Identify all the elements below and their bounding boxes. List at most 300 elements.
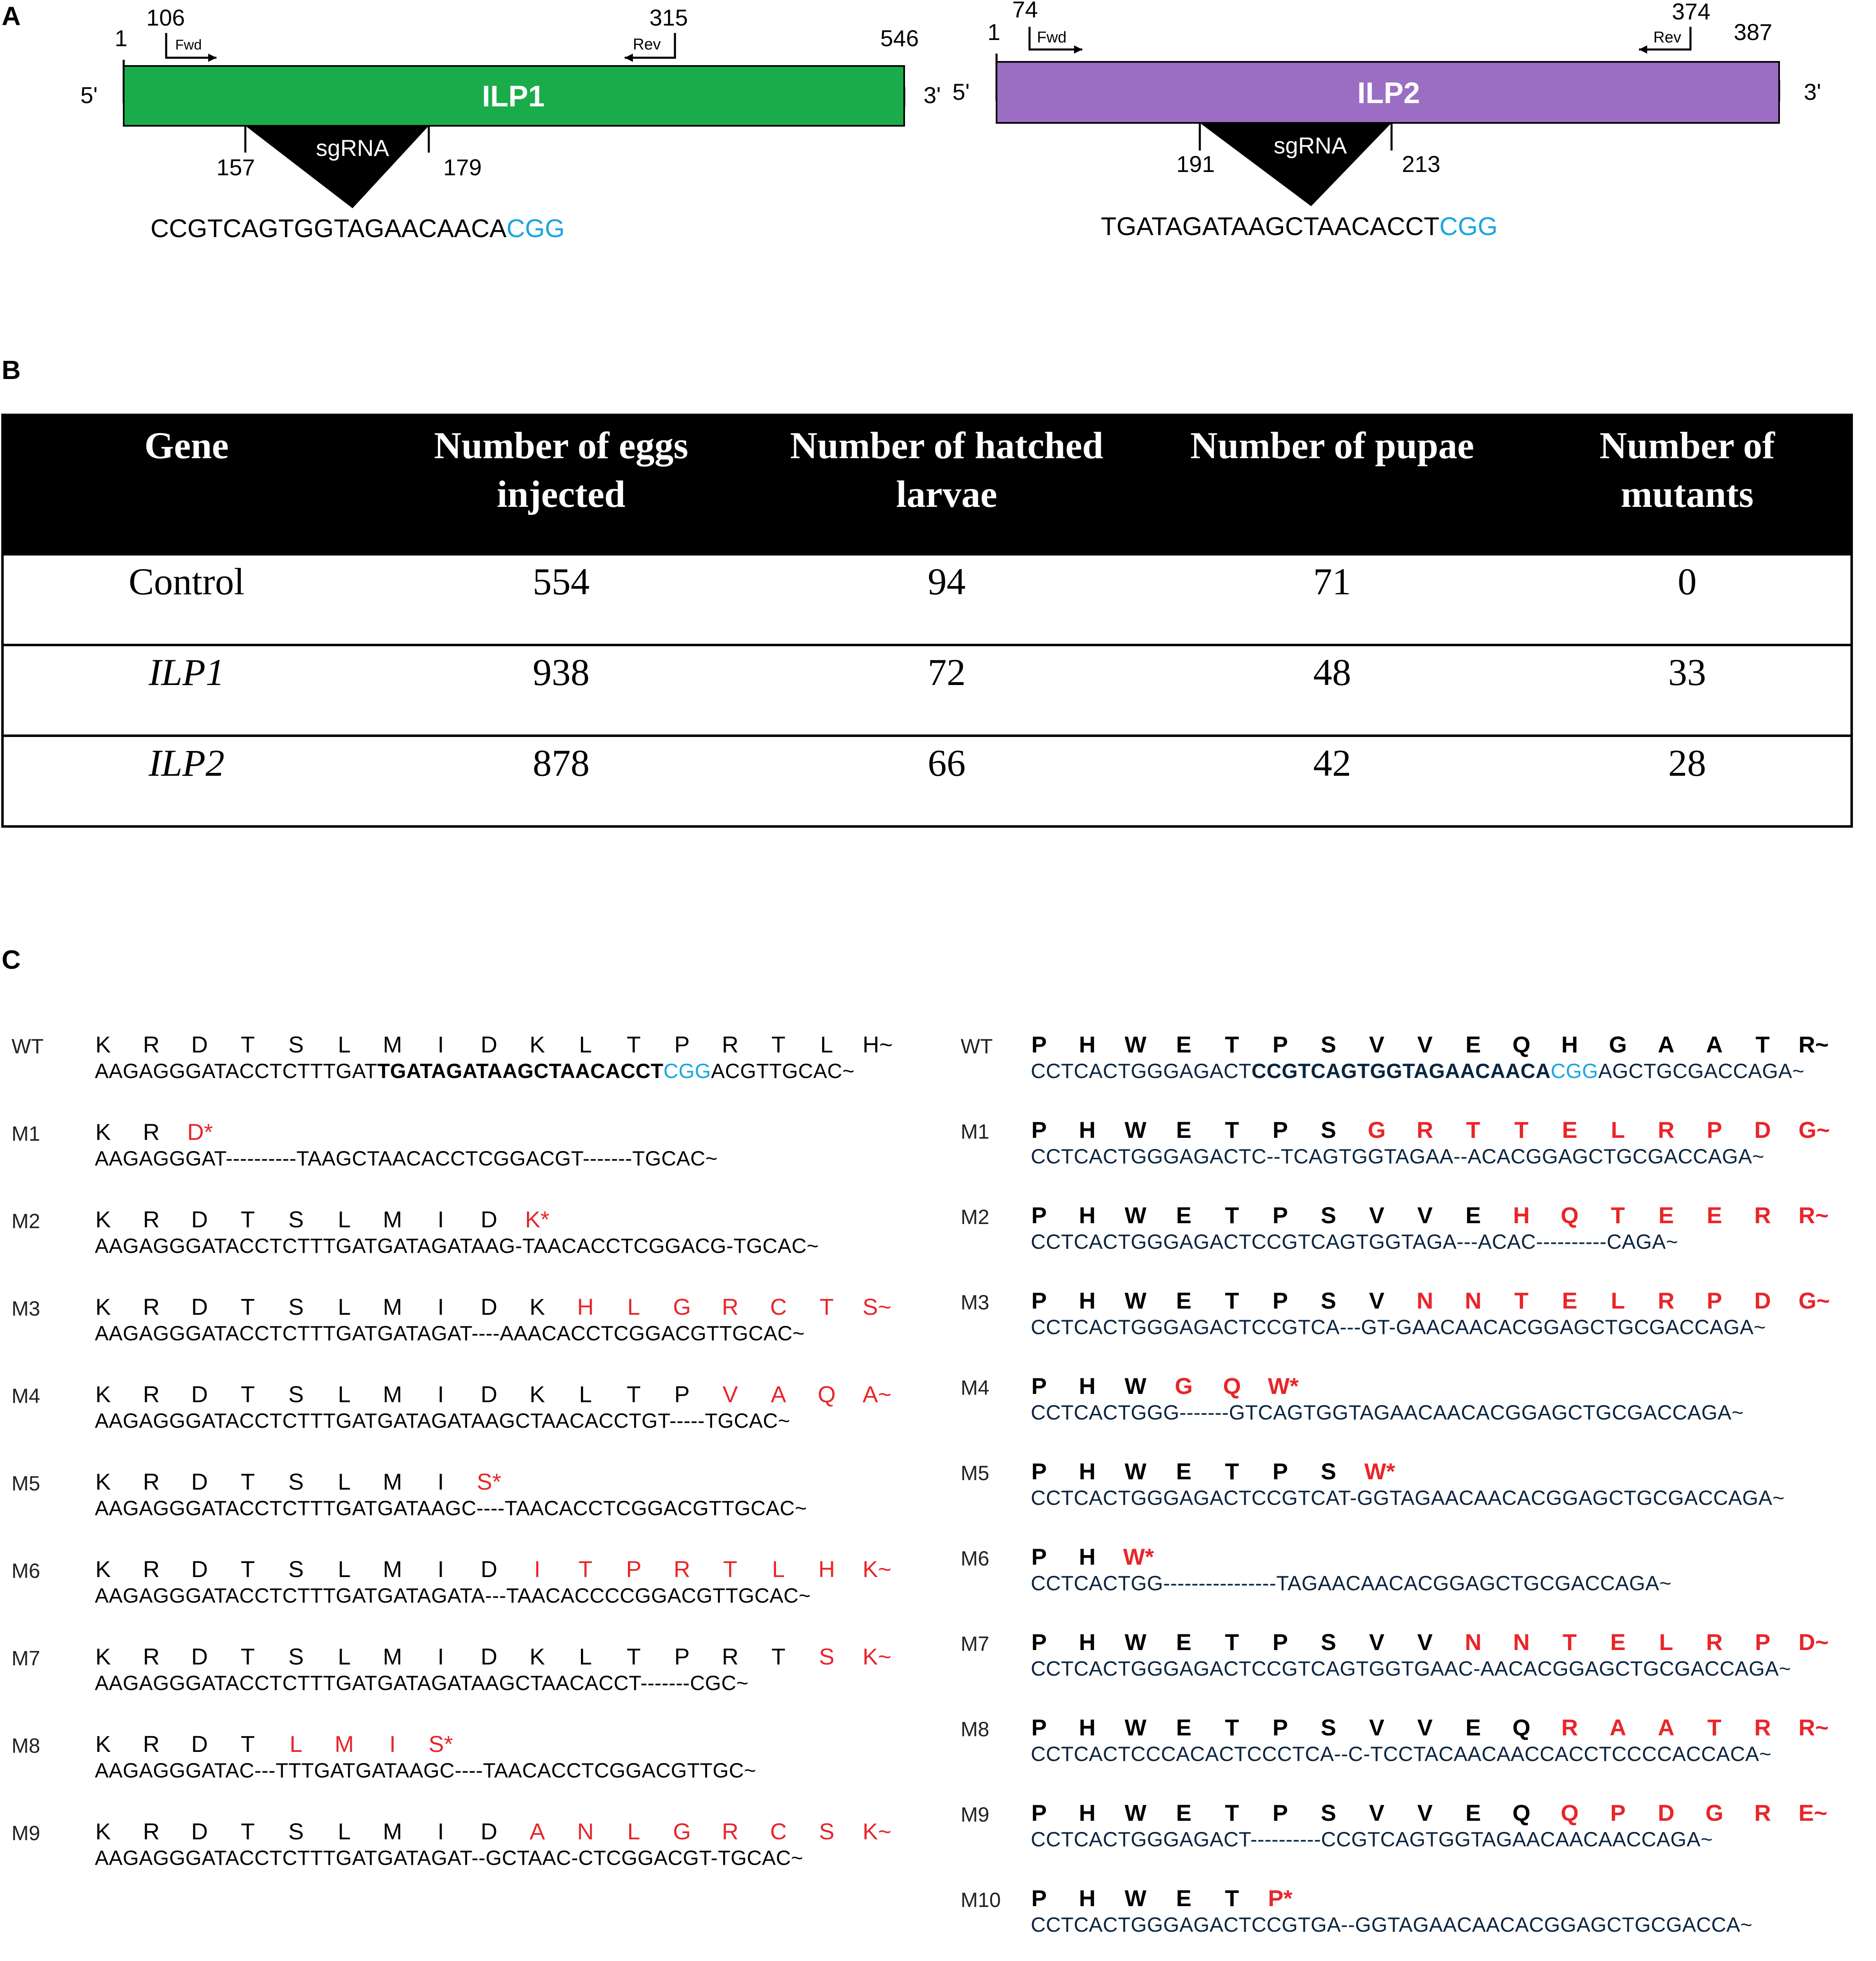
amino-acid: I [534,1556,541,1582]
dna-sequence: AAGAGGGATACCTCTTTGATGATAAGC----TAACACCTCGGACGTTGCAC~ [95,1497,807,1520]
amino-acid: D [191,1556,208,1582]
amino-acid: R [1657,1117,1675,1143]
dna-sequence: CCTCACTGGGAGACTCCGTCAT-GGTAGAACAACACGGAGCTGCGACCAGA~ [1031,1486,1785,1509]
ilp2-sgrna-label: sgRNA [1274,132,1347,158]
ilp1-seq-main: CCGTCAGTGGTAGAACAACA [150,214,507,243]
amino-acid: W [1124,1629,1147,1655]
amino-acid: T [578,1556,593,1582]
alignment-row-label: M8 [961,1718,990,1741]
table-cell: 878 [369,736,753,826]
amino-acid: T [1225,1031,1239,1057]
amino-acid: S [1321,1288,1336,1314]
ilp1-end: 546 [880,25,919,51]
amino-acid: W [1124,1117,1147,1143]
amino-acid: S [1321,1629,1336,1655]
table-cell: 938 [369,645,753,736]
amino-acid: R [143,1294,160,1320]
amino-acid: L [289,1731,303,1757]
table-cell-gene: ILP1 [2,645,369,736]
table-cell: 28 [1524,736,1852,826]
dna-sequence: AAGAGGGATACCTCTTTGATGATAGAT--GCTAAC-CTCGGACGT-TGCAC~ [95,1846,804,1869]
amino-acid: V [1369,1288,1385,1314]
amino-acid: L [579,1031,592,1057]
amino-acid: R [1657,1288,1675,1314]
amino-acid: P [1272,1288,1288,1314]
amino-acid: L [579,1643,592,1669]
ilp2-seq-pam: CGG [1439,212,1498,241]
amino-acid: N [1465,1288,1482,1314]
amino-acid: M [383,1818,402,1844]
amino-acid: D [480,1294,498,1320]
amino-acid: E [1176,1885,1192,1911]
amino-acid: R [143,1031,160,1057]
ilp1-sg-end: 179 [443,154,482,180]
amino-acid: L [579,1381,592,1407]
amino-acid: T [240,1818,255,1844]
table-header-gene: Gene [2,415,369,556]
amino-acid: D [191,1206,208,1232]
amino-acid: P [1031,1885,1047,1911]
amino-acid: T [1225,1885,1239,1911]
table-header-row [2,415,1852,556]
amino-acid: K* [525,1206,550,1232]
amino-acid: T [1466,1117,1481,1143]
amino-acid: I [437,1556,444,1582]
amino-acid: S [288,1469,304,1495]
amino-acid: P [1031,1458,1047,1484]
amino-acid: G [673,1818,691,1844]
amino-acid: K [529,1381,545,1407]
amino-acid: T [240,1294,255,1320]
amino-acid: H [577,1294,594,1320]
amino-acid: V [1369,1800,1385,1826]
amino-acid: V [722,1381,738,1407]
ilp2-sg-start: 191 [1176,151,1215,177]
alignment-row-label: M1 [12,1122,40,1145]
amino-acid-row [91,1031,957,1060]
amino-acid: W [1124,1373,1147,1399]
amino-acid: W [1124,1288,1147,1314]
amino-acid: P [1272,1800,1288,1826]
amino-acid: T [626,1381,641,1407]
amino-acid: L [627,1818,640,1844]
amino-acid: D [480,1643,498,1669]
amino-acid-row [1027,1116,1876,1145]
amino-acid: P [1272,1714,1288,1740]
dna-sequence: CCTCACTGGGAGACTC--TCAGTGGTAGAA--ACACGGAGCTGCGACCAGA~ [1031,1145,1765,1168]
amino-acid: V [1417,1714,1433,1740]
amino-acid: Q [1223,1373,1241,1399]
table-row [2,556,1852,645]
alignment-row-label: M6 [961,1547,990,1570]
panel-label-b: B [2,355,21,385]
amino-acid: V [1369,1629,1385,1655]
amino-acid: E [1176,1714,1192,1740]
amino-acid: C [770,1818,787,1844]
amino-acid: T [1225,1629,1239,1655]
amino-acid: K [95,1818,111,1844]
dna-sequence: AAGAGGGAT----------TAAGCTAACACCTCGGACGT-------TGCAC~ [95,1147,718,1170]
amino-acid: I [437,1381,444,1407]
amino-acid: W [1124,1458,1147,1484]
amino-acid: R~ [1798,1031,1829,1057]
amino-acid: Q [1512,1800,1530,1826]
amino-acid: T [1225,1458,1239,1484]
amino-acid: K [95,1469,111,1495]
amino-acid: D [191,1294,208,1320]
amino-acid: S [1321,1031,1336,1057]
alignment-row-label: M10 [961,1888,1001,1912]
amino-acid: T [1514,1288,1529,1314]
amino-acid: S~ [863,1294,892,1320]
amino-acid: R [143,1818,160,1844]
amino-acid-row [1027,1287,1876,1316]
table-cell-gene: ILP2 [2,736,369,826]
amino-acid: D [1754,1288,1771,1314]
amino-acid: P [674,1031,690,1057]
amino-acid: K~ [863,1556,892,1582]
amino-acid: D [191,1643,208,1669]
amino-acid: P [1031,1117,1047,1143]
panel-label-a: A [2,1,21,31]
amino-acid: P [1755,1629,1770,1655]
amino-acid: T [1225,1288,1239,1314]
amino-acid: C [770,1294,787,1320]
alignment-row-label: M9 [12,1822,40,1845]
ilp1-name: ILP1 [482,80,545,113]
amino-acid: E [1176,1288,1192,1314]
amino-acid-row [91,1381,957,1410]
amino-acid: T [1514,1117,1529,1143]
amino-acid: D [480,1206,498,1232]
dna-sequence: CCTCACTGGGAGACTCCGTCAGTGGTGAAC-AACACGGAGCTGCGACCAGA~ [1031,1657,1791,1680]
amino-acid: Q [818,1381,836,1407]
amino-acid: P [1031,1629,1047,1655]
amino-acid: M [334,1731,354,1757]
amino-acid: I [437,1206,444,1232]
amino-acid: A [1657,1714,1675,1740]
amino-acid: T [240,1643,255,1669]
amino-acid: D [191,1818,208,1844]
ilp2-gene-map [952,0,1821,241]
alignment-row-label: M1 [961,1120,990,1143]
amino-acid: G~ [1798,1288,1830,1314]
amino-acid: I [437,1469,444,1495]
amino-acid: T [240,1031,255,1057]
amino-acid: W [1124,1714,1147,1740]
amino-acid-row [1027,1885,1876,1914]
amino-acid: A [1657,1031,1675,1057]
ilp1-sg-start: 157 [216,154,255,180]
amino-acid: E [1658,1202,1674,1228]
amino-acid: W [1124,1202,1147,1228]
amino-acid: E [1465,1031,1481,1057]
ilp1-rev-label: Rev [633,36,661,53]
table-cell: 48 [1140,645,1524,736]
amino-acid: D [1754,1117,1771,1143]
amino-acid: H [1079,1117,1096,1143]
amino-acid: T [626,1031,641,1057]
amino-acid: R [1416,1117,1434,1143]
alignment-row-label: M7 [12,1647,40,1670]
ilp1-three-prime: 3' [924,82,941,108]
amino-acid: D [1657,1800,1675,1826]
amino-acid: E [1176,1031,1192,1057]
amino-acid: K~ [863,1818,892,1844]
amino-acid: E [1562,1117,1577,1143]
amino-acid: T [626,1643,641,1669]
amino-acid: M [383,1294,402,1320]
amino-acid: H [1079,1202,1096,1228]
amino-acid: K [95,1381,111,1407]
amino-acid: L [1659,1629,1674,1655]
amino-acid: P [1031,1031,1047,1057]
amino-acid-row [1027,1031,1876,1060]
amino-acid: D [191,1031,208,1057]
ilp1-alignment [0,1031,948,1897]
alignment-row-label: M2 [961,1205,990,1229]
dna-segment: CGG [663,1059,711,1083]
amino-acid-row [91,1818,957,1847]
amino-acid: K [95,1643,111,1669]
table-cell: 33 [1524,645,1852,736]
amino-acid: K [95,1556,111,1582]
amino-acid: W* [1268,1373,1299,1399]
amino-acid: R [1561,1714,1578,1740]
amino-acid: E [1562,1288,1577,1314]
table-header-larvae: Number of hatched larvae [753,415,1140,556]
amino-acid: A [1706,1031,1723,1057]
amino-acid: E [1465,1202,1481,1228]
ilp2-seq-main: TGATAGATAAGCTAACACCT [1101,212,1439,241]
amino-acid: M [383,1469,402,1495]
amino-acid: P* [1268,1885,1293,1911]
amino-acid-row [1027,1543,1876,1572]
amino-acid: A [529,1818,545,1844]
amino-acid: W [1124,1800,1147,1826]
ilp2-fwd-pos: 74 [1012,0,1038,22]
amino-acid: T [240,1469,255,1495]
alignment-row-label: M3 [12,1297,40,1320]
alignment-row-label: M6 [12,1559,40,1582]
amino-acid: P [1707,1288,1722,1314]
alignment-row-label: WT [12,1035,44,1058]
alignment-row-label: M2 [12,1210,40,1233]
amino-acid: G [1368,1117,1386,1143]
dna-sequence: AAGAGGGATACCTCTTTGATGATAGATAAGCTAACACCTGT-----TGCAC~ [95,1409,790,1432]
ilp1-gene-map [80,5,941,243]
amino-acid: P [1272,1117,1288,1143]
amino-acid-row [91,1118,957,1147]
amino-acid: K [95,1119,111,1145]
ilp2-alignment [948,1031,1876,1961]
amino-acid: L [338,1206,351,1232]
amino-acid: N [1416,1288,1434,1314]
dna-sequence: AAGAGGGATACCTCTTTGATGATAGATAAG-TAACACCTCGGACG-TGCAC~ [95,1234,819,1257]
ilp1-sgrna-label: sgRNA [316,135,389,161]
amino-acid: T [240,1381,255,1407]
amino-acid: T [1755,1031,1770,1057]
amino-acid: T [240,1206,255,1232]
dna-sequence: AAGAGGGATACCTCTTTGATGATAGATA---TAACACCCCGGACGTTGCAC~ [95,1584,811,1607]
amino-acid: H [1079,1800,1096,1826]
dna-sequence: AAGAGGGATACCTCTTTGATGATAGAT----AAACACCTCGGACGTTGCAC~ [95,1322,805,1345]
amino-acid: K [529,1643,545,1669]
amino-acid: K [529,1294,545,1320]
amino-acid: D~ [1798,1629,1829,1655]
table-cell: 71 [1313,560,1351,603]
amino-acid: G [673,1294,691,1320]
amino-acid: I [437,1294,444,1320]
amino-acid: K [95,1206,111,1232]
amino-acid: P [1031,1373,1047,1399]
amino-acid: H [1513,1202,1530,1228]
amino-acid-row [91,1293,957,1322]
amino-acid: S [288,1643,304,1669]
dna-segment: CCGTCAGTGGTAGAACAACA [1251,1059,1551,1083]
amino-acid: R [143,1119,160,1145]
amino-acid: S [288,1294,304,1320]
amino-acid: K~ [863,1643,892,1669]
amino-acid: R [143,1469,160,1495]
amino-acid: P [1031,1800,1047,1826]
amino-acid: P [1031,1288,1047,1314]
amino-acid: T [819,1294,834,1320]
amino-acid: E [1707,1202,1722,1228]
dna-sequence: CCTCACTGGG-------GTCAGTGGTAGAACAACACGGAGCTGCGACCAGA~ [1031,1401,1744,1424]
amino-acid: Q [1512,1031,1530,1057]
amino-acid: D [480,1381,498,1407]
amino-acid: P [1031,1202,1047,1228]
amino-acid: L [338,1469,351,1495]
amino-acid: Q [1561,1800,1579,1826]
amino-acid: R~ [1798,1202,1829,1228]
amino-acid: I [389,1731,396,1757]
ilp1-start: 1 [115,25,128,51]
alignment-row-label: M4 [961,1376,990,1399]
table-cell-gene: Control [128,560,245,603]
amino-acid: G~ [1798,1117,1830,1143]
amino-acid: L [338,1031,351,1057]
amino-acid: R [143,1556,160,1582]
amino-acid: R~ [1798,1714,1829,1740]
amino-acid: T [1562,1629,1577,1655]
amino-acid: T [1225,1202,1239,1228]
ilp2-name: ILP2 [1357,77,1420,110]
panel-label-c: C [2,945,21,975]
ilp2-sg-end: 213 [1402,151,1441,177]
amino-acid: T [771,1031,786,1057]
amino-acid: S [1321,1117,1336,1143]
amino-acid: H~ [863,1031,893,1057]
amino-acid: W [1124,1885,1147,1911]
alignment-row-label: M3 [961,1291,990,1314]
amino-acid: V [1417,1202,1433,1228]
dna-segment: TGATAGATAAGCTAACACCT [377,1059,664,1083]
amino-acid: M [383,1556,402,1582]
ilp2-start: 1 [987,19,1001,45]
amino-acid: K [95,1294,111,1320]
amino-acid: P [626,1556,642,1582]
alignment-row-label: M5 [12,1472,40,1495]
dna-segment: AAGAGGGATACCTCTTTGAT [95,1059,377,1083]
amino-acid: S [1321,1800,1336,1826]
amino-acid: D [480,1031,498,1057]
amino-acid: P [1272,1629,1288,1655]
amino-acid: I [437,1818,444,1844]
dna-segment: ACGTTGCAC~ [711,1059,855,1083]
ilp1-fwd-label: Fwd [175,37,202,53]
table-header-mutants: Number of mutants [1524,415,1852,556]
dna-sequence: CCTCACTCCCACACTCCCTCA--C-TCCTACAACAACCACCTCCCCACCACA~ [1031,1742,1772,1766]
table-cell: 0 [1678,560,1697,603]
dna-sequence: CCTCACTGGGAGACTCCGTCA---GT-GAACAACACGGAGCTGCGACCAGA~ [1031,1316,1766,1339]
amino-acid: L [338,1818,351,1844]
amino-acid-row [1027,1458,1876,1487]
amino-acid: T [771,1643,786,1669]
amino-acid: P [674,1381,690,1407]
table-cell: 66 [753,736,1140,826]
amino-acid: R [1754,1714,1771,1740]
amino-acid: R [722,1818,739,1844]
amino-acid: L [1610,1288,1625,1314]
amino-acid: L [338,1381,351,1407]
amino-acid: E [1176,1458,1192,1484]
panel-a-diagram [0,0,1876,256]
amino-acid: P [1272,1458,1288,1484]
amino-acid-row [1027,1629,1876,1657]
amino-acid: P [1272,1202,1288,1228]
amino-acid: R [143,1643,160,1669]
amino-acid: H [1079,1714,1096,1740]
ilp2-five-prime: 5' [952,79,970,105]
amino-acid: H [818,1556,835,1582]
amino-acid: P [1031,1544,1047,1570]
amino-acid: T [1225,1117,1239,1143]
amino-acid: L [338,1556,351,1582]
amino-acid: S* [477,1469,501,1495]
amino-acid: L [338,1294,351,1320]
table-header-eggs: Number of eggs injected [369,415,753,556]
amino-acid: V [1369,1714,1385,1740]
amino-acid-row [91,1468,957,1497]
amino-acid: S [288,1381,304,1407]
dna-sequence: CCTCACTGGGAGACT----------CCGTCAGTGGTAGAACAACAACCAGA~ [1031,1828,1713,1851]
table-row [2,645,1852,736]
amino-acid: D [480,1556,498,1582]
dna-sequence: AAGAGGGATAC---TTTGATGATAAGC----TAACACCTCGGACGTTGC~ [95,1759,757,1782]
amino-acid: R [143,1206,160,1232]
amino-acid: H [1079,1629,1096,1655]
ilp2-end: 387 [1734,19,1773,45]
amino-acid: H [1079,1544,1096,1570]
ilp1-fwd-pos: 106 [146,5,185,31]
alignment-row-label: M5 [961,1462,990,1485]
amino-acid: T [240,1556,255,1582]
ilp1-target-seq [150,214,565,243]
dna-segment: CGG [1550,1059,1599,1083]
injection-summary-table [1,414,1853,828]
amino-acid: L [338,1643,351,1669]
amino-acid-row [1027,1202,1876,1231]
dna-segment: AGCTGCGACCAGA~ [1598,1059,1805,1083]
ilp1-rev-pos: 315 [649,5,688,31]
ilp1-five-prime: 5' [80,82,98,108]
amino-acid-row [91,1730,957,1759]
amino-acid: V [1417,1629,1433,1655]
alignment-row-label: WT [961,1035,993,1058]
ilp2-rev-label: Rev [1653,29,1681,46]
